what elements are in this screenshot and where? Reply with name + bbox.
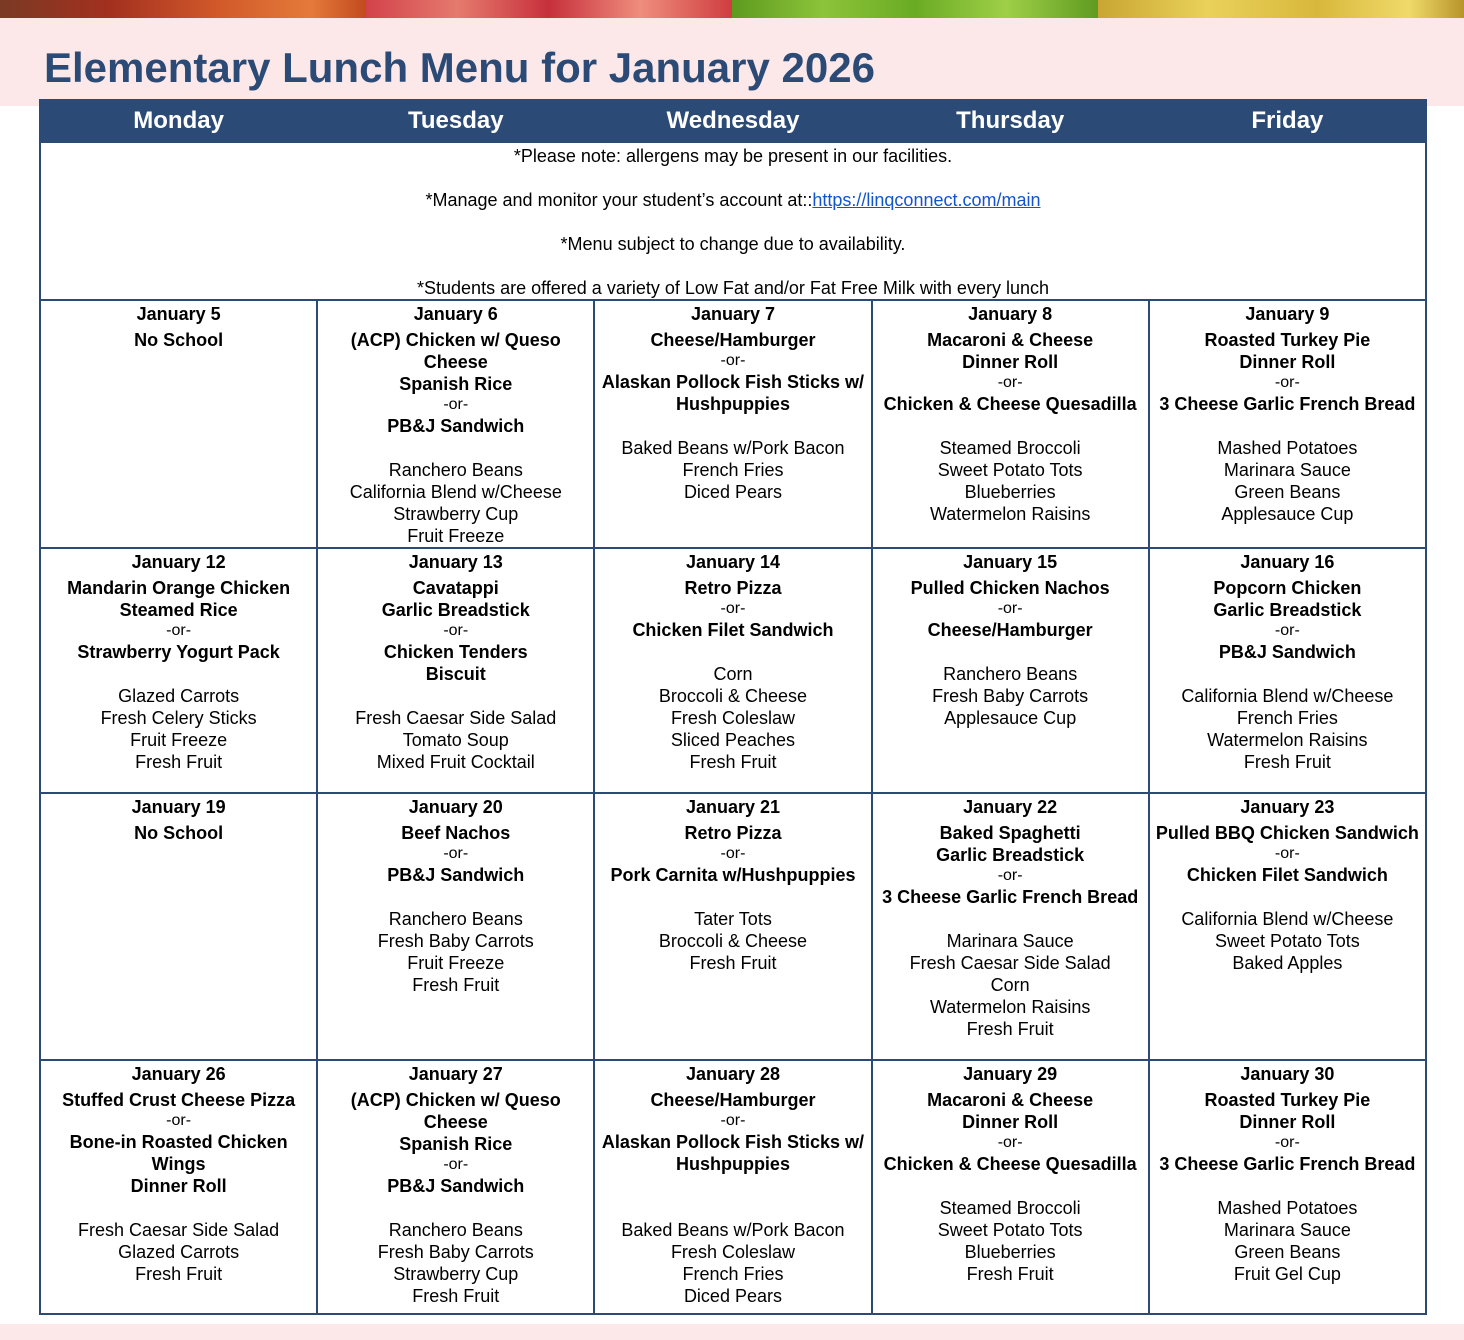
spacer <box>322 685 589 707</box>
side-item: Watermelon Raisins <box>929 997 1091 1017</box>
side-item: Ranchero Beans <box>388 460 523 480</box>
availability-note: *Menu subject to change due to availability. <box>560 234 906 254</box>
entree-item: Cheese/Hamburger <box>927 620 1093 640</box>
side-item: Ranchero Beans <box>943 664 1078 684</box>
or-separator: -or- <box>997 600 1023 617</box>
side-item: Fresh Fruit <box>412 1286 500 1306</box>
entree-item: Retro Pizza <box>684 578 782 598</box>
entree-item: Chicken Filet Sandwich <box>632 620 834 640</box>
milk-note: *Students are offered a variety of Low Fat and/or Fat Free Milk with every lunch <box>417 278 1049 298</box>
entree-item: Dinner Roll <box>962 352 1059 372</box>
side-item: Mashed Potatoes <box>1217 1198 1358 1218</box>
side-item: Fresh Fruit <box>135 1264 223 1284</box>
side-item: Sweet Potato Tots <box>937 1220 1083 1240</box>
side-item: Fresh Caesar Side Salad <box>78 1220 280 1240</box>
menu-date: January 29 <box>963 1064 1058 1084</box>
spacer <box>322 886 589 908</box>
entree-item: Alaskan Pollock Fish Sticks w/ Hushpuppies <box>601 1132 865 1174</box>
weekday-header-row <box>40 100 1426 142</box>
menu-date: January 22 <box>963 797 1058 817</box>
side-item: Fresh Fruit <box>412 975 500 995</box>
or-separator: -or- <box>997 1134 1023 1151</box>
apple-photo-strip <box>366 0 732 18</box>
entree-item: No School <box>134 330 224 350</box>
entree-item: Steamed Rice <box>119 600 238 620</box>
spacer <box>1154 415 1421 437</box>
menu-date: January 5 <box>136 304 221 324</box>
side-item: California Blend w/Cheese <box>1181 909 1394 929</box>
entree-item: Roasted Turkey Pie <box>1204 330 1371 350</box>
entree-item: Mandarin Orange Chicken <box>67 578 291 598</box>
menu-date: January 6 <box>413 304 498 324</box>
spacer <box>1154 663 1421 685</box>
side-item: Ranchero Beans <box>388 909 523 929</box>
bottom-band <box>0 1324 1464 1340</box>
menu-date: January 20 <box>408 797 503 817</box>
day-cell-monday <box>40 1060 317 1314</box>
or-separator: -or- <box>720 845 746 862</box>
entree-item: Garlic Breadstick <box>1213 600 1362 620</box>
entree-item: Cavatappi <box>412 578 499 598</box>
side-item: Fresh Baby Carrots <box>377 931 534 951</box>
menu-date: January 13 <box>408 552 503 572</box>
day-cell-wednesday <box>594 1060 871 1314</box>
entree-item: Alaskan Pollock Fish Sticks w/ Hushpuppies <box>601 372 865 414</box>
menu-date: January 26 <box>131 1064 226 1084</box>
entree-item: Biscuit <box>425 664 486 684</box>
week-row <box>40 300 1426 548</box>
day-cell-friday <box>1149 548 1426 793</box>
or-separator: -or- <box>1274 1134 1300 1151</box>
entree-item: PB&J Sandwich <box>1218 642 1356 662</box>
side-item: Baked Beans w/Pork Bacon <box>621 1220 845 1240</box>
entree-item: Garlic Breadstick <box>936 845 1085 865</box>
menu-date: January 15 <box>963 552 1058 572</box>
day-header-thursday: Thursday <box>872 100 1149 142</box>
entree-item: Spanish Rice <box>399 374 513 394</box>
side-item: Blueberries <box>964 1242 1056 1262</box>
notes-cell <box>40 142 1426 300</box>
entree-item: Chicken Filet Sandwich <box>1186 865 1388 885</box>
entree-item: Cheese/Hamburger <box>650 1090 816 1110</box>
day-header-wednesday: Wednesday <box>594 100 871 142</box>
or-separator: -or- <box>443 1156 469 1173</box>
tomato-photo-strip <box>0 0 366 18</box>
spacer <box>322 1197 589 1219</box>
side-item: French Fries <box>1236 708 1338 728</box>
spacer <box>599 415 866 437</box>
or-separator: -or- <box>1274 374 1300 391</box>
side-item: Applesauce Cup <box>944 708 1077 728</box>
side-item: Marinara Sauce <box>1223 460 1351 480</box>
day-cell-tuesday <box>317 300 594 548</box>
menu-date: January 21 <box>685 797 780 817</box>
side-item: Fresh Fruit <box>1243 752 1331 772</box>
side-item: Fresh Fruit <box>135 752 223 772</box>
side-item: Applesauce Cup <box>1221 504 1354 524</box>
menu-date: January 28 <box>685 1064 780 1084</box>
spacer <box>877 641 1144 663</box>
entree-item: Retro Pizza <box>684 823 782 843</box>
side-item: Steamed Broccoli <box>939 438 1081 458</box>
notes-row <box>40 142 1426 300</box>
day-cell-thursday <box>872 1060 1149 1314</box>
side-item: Broccoli & Cheese <box>658 931 807 951</box>
side-item: Broccoli & Cheese <box>658 686 807 706</box>
side-item: Fresh Caesar Side Salad <box>909 953 1111 973</box>
entree-item: Pork Carnita w/Hushpuppies <box>610 865 856 885</box>
side-item: Fresh Coleslaw <box>670 708 795 728</box>
day-cell-monday <box>40 548 317 793</box>
allergen-note: *Please note: allergens may be present in our facilities. <box>513 146 953 166</box>
entree-item: Garlic Breadstick <box>381 600 530 620</box>
day-header-tuesday: Tuesday <box>317 100 594 142</box>
day-cell-tuesday <box>317 1060 594 1314</box>
day-cell-friday <box>1149 793 1426 1060</box>
entree-item: PB&J Sandwich <box>387 416 525 436</box>
lunch-menu-table <box>39 99 1427 1315</box>
spacer <box>322 437 589 459</box>
or-separator: -or- <box>997 867 1023 884</box>
menu-date: January 8 <box>968 304 1053 324</box>
entree-item: Dinner Roll <box>130 1176 227 1196</box>
day-cell-thursday <box>872 793 1149 1060</box>
menu-date: January 16 <box>1240 552 1335 572</box>
side-item: Baked Beans w/Pork Bacon <box>621 438 845 458</box>
entree-item: Pulled BBQ Chicken Sandwich <box>1155 823 1419 843</box>
or-separator: -or- <box>166 1112 192 1129</box>
entree-item: Chicken Tenders <box>383 642 528 662</box>
or-separator: -or- <box>443 396 469 413</box>
entree-item: PB&J Sandwich <box>387 865 525 885</box>
side-item: Diced Pears <box>683 1286 782 1306</box>
menu-date: January 14 <box>685 552 780 572</box>
side-item: Marinara Sauce <box>946 931 1074 951</box>
day-header-monday: Monday <box>40 100 317 142</box>
entree-item: Chicken & Cheese Quesadilla <box>883 1154 1137 1174</box>
day-cell-friday <box>1149 1060 1426 1314</box>
entree-item: 3 Cheese Garlic French Bread <box>1159 394 1416 414</box>
side-item: Fresh Celery Sticks <box>100 708 257 728</box>
day-cell-thursday <box>872 548 1149 793</box>
green-apple-photo-strip <box>732 0 1098 18</box>
side-item: Tomato Soup <box>402 730 509 750</box>
entree-item: Spanish Rice <box>399 1134 513 1154</box>
entree-item: Dinner Roll <box>1239 1112 1336 1132</box>
entree-item: Bone-in Roasted Chicken Wings <box>69 1132 288 1174</box>
menu-date: January 30 <box>1240 1064 1335 1084</box>
side-item: Mixed Fruit Cocktail <box>376 752 535 772</box>
side-item: Sliced Peaches <box>670 730 795 750</box>
side-item: Strawberry Cup <box>393 504 519 524</box>
entree-item: Roasted Turkey Pie <box>1204 1090 1371 1110</box>
entree-item: Dinner Roll <box>962 1112 1059 1132</box>
entree-item: Dinner Roll <box>1239 352 1336 372</box>
entree-item: 3 Cheese Garlic French Bread <box>1159 1154 1416 1174</box>
day-cell-wednesday <box>594 793 871 1060</box>
spacer <box>45 663 312 685</box>
entree-item: (ACP) Chicken w/ Queso Cheese <box>350 330 561 372</box>
entree-item: Chicken & Cheese Quesadilla <box>883 394 1137 414</box>
side-item: French Fries <box>682 460 784 480</box>
menu-date: January 19 <box>131 797 226 817</box>
side-item: Steamed Broccoli <box>939 1198 1081 1218</box>
spacer <box>1154 1175 1421 1197</box>
side-item: California Blend w/Cheese <box>349 482 562 502</box>
menu-date: January 27 <box>408 1064 503 1084</box>
side-item: Fresh Caesar Side Salad <box>355 708 557 728</box>
week-row <box>40 1060 1426 1314</box>
spacer <box>877 415 1144 437</box>
side-item: Ranchero Beans <box>388 1220 523 1240</box>
side-item: Watermelon Raisins <box>929 504 1091 524</box>
account-note-text: *Manage and monitor your student’s account at:: <box>425 190 813 210</box>
side-item: Sweet Potato Tots <box>1214 931 1360 951</box>
or-separator: -or- <box>166 622 192 639</box>
side-item: Fruit Gel Cup <box>1233 1264 1341 1284</box>
or-separator: -or- <box>720 600 746 617</box>
yellow-apple-photo-strip <box>1098 0 1464 18</box>
menu-date: January 9 <box>1245 304 1330 324</box>
side-item: Fresh Fruit <box>966 1019 1054 1039</box>
spacer <box>877 1175 1144 1197</box>
side-item: Fresh Fruit <box>689 953 777 973</box>
side-item: Sweet Potato Tots <box>937 460 1083 480</box>
menu-date: January 23 <box>1240 797 1335 817</box>
spacer <box>877 908 1144 930</box>
side-item: Diced Pears <box>683 482 782 502</box>
side-item: Corn <box>990 975 1030 995</box>
day-cell-friday <box>1149 300 1426 548</box>
entree-item: Beef Nachos <box>401 823 511 843</box>
day-cell-wednesday <box>594 300 871 548</box>
side-item: Mashed Potatoes <box>1217 438 1358 458</box>
side-item: Fresh Fruit <box>966 1264 1054 1284</box>
side-item: Fresh Baby Carrots <box>377 1242 534 1262</box>
entree-item: Stuffed Crust Cheese Pizza <box>62 1090 296 1110</box>
spacer <box>45 1197 312 1219</box>
day-cell-thursday <box>872 300 1149 548</box>
day-cell-tuesday <box>317 793 594 1060</box>
entree-item: Macaroni & Cheese <box>927 330 1094 350</box>
spacer <box>1154 886 1421 908</box>
or-separator: -or- <box>1274 622 1300 639</box>
entree-item: (ACP) Chicken w/ Queso Cheese <box>350 1090 561 1132</box>
side-item: Baked Apples <box>1232 953 1343 973</box>
side-item: Blueberries <box>964 482 1056 502</box>
entree-item: Macaroni & Cheese <box>927 1090 1094 1110</box>
day-cell-tuesday <box>317 548 594 793</box>
entree-item: 3 Cheese Garlic French Bread <box>882 887 1139 907</box>
side-item: French Fries <box>682 1264 784 1284</box>
side-item: Green Beans <box>1234 1242 1341 1262</box>
day-cell-monday <box>40 300 317 548</box>
account-note <box>45 189 1421 211</box>
or-separator: -or- <box>443 622 469 639</box>
entree-item: PB&J Sandwich <box>387 1176 525 1196</box>
side-item: Glazed Carrots <box>118 1242 240 1262</box>
week-row <box>40 548 1426 793</box>
spacer <box>599 886 866 908</box>
side-item: Green Beans <box>1234 482 1341 502</box>
side-item: Glazed Carrots <box>118 686 240 706</box>
day-cell-monday <box>40 793 317 1060</box>
or-separator: -or- <box>443 845 469 862</box>
or-separator: -or- <box>997 374 1023 391</box>
entree-item: Cheese/Hamburger <box>650 330 816 350</box>
entree-item: Popcorn Chicken <box>1213 578 1362 598</box>
spacer <box>599 1175 866 1197</box>
linqconnect-link[interactable]: https://linqconnect.com/main <box>812 190 1041 210</box>
menu-date: January 12 <box>131 552 226 572</box>
entree-item: No School <box>134 823 224 843</box>
menu-date: January 7 <box>690 304 775 324</box>
day-cell-wednesday <box>594 548 871 793</box>
side-item: Fresh Baby Carrots <box>932 686 1089 706</box>
side-item: Fresh Coleslaw <box>670 1242 795 1262</box>
or-separator: -or- <box>1274 845 1300 862</box>
day-header-friday: Friday <box>1149 100 1426 142</box>
or-separator: -or- <box>720 352 746 369</box>
side-item: Fruit Freeze <box>407 953 505 973</box>
or-separator: -or- <box>720 1112 746 1129</box>
week-row <box>40 793 1426 1060</box>
page-title: Elementary Lunch Menu for January 2026 <box>44 44 875 91</box>
entree-item: Strawberry Yogurt Pack <box>77 642 280 662</box>
entree-item: Pulled Chicken Nachos <box>910 578 1110 598</box>
side-item: Marinara Sauce <box>1223 1220 1351 1240</box>
spacer <box>599 641 866 663</box>
entree-item: Baked Spaghetti <box>939 823 1081 843</box>
side-item: Fruit Freeze <box>407 526 505 546</box>
fruit-banner <box>0 0 1464 18</box>
side-item: Strawberry Cup <box>393 1264 519 1284</box>
side-item: Fruit Freeze <box>130 730 228 750</box>
side-item: Watermelon Raisins <box>1207 730 1368 750</box>
spacer <box>599 1197 866 1219</box>
side-item: Corn <box>713 664 753 684</box>
side-item: Tater Tots <box>694 909 772 929</box>
side-item: Fresh Fruit <box>689 752 777 772</box>
side-item: California Blend w/Cheese <box>1181 686 1394 706</box>
